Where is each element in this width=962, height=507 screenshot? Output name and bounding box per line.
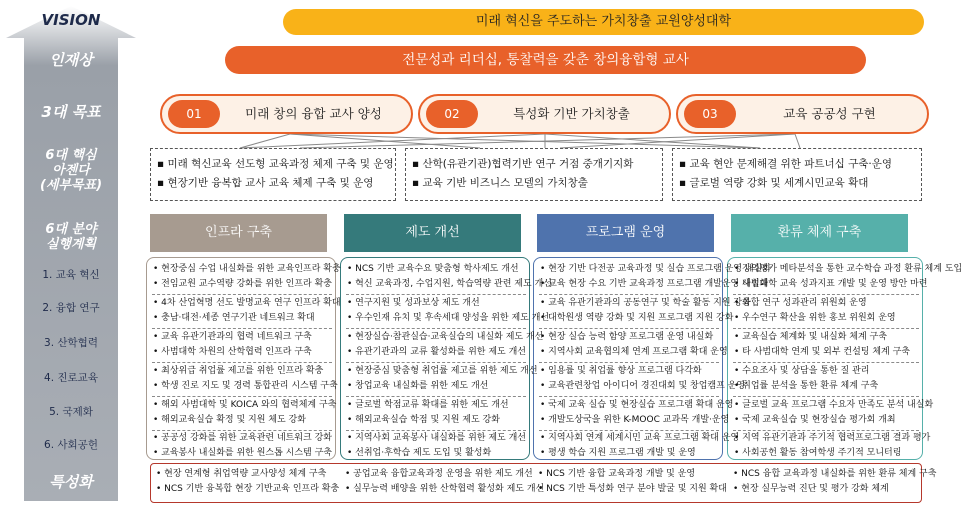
plan-item: • 타 사범대학 연계 및 외부 컨설팅 체계 구축 [734,347,910,357]
plan-cell [150,262,341,292]
agenda-item: ▪ 글로벌 역량 강화 및 세계시민교육 확대 [679,177,869,189]
plan-row-separator [346,328,526,329]
plan-item: • 전임교원 교수역량 강화를 위한 인프라 확충 [153,279,332,289]
plan-item: • 공공성 강화를 위한 교육관련 네트워크 강화 [153,433,332,443]
plan-cell [731,364,921,394]
goal-text: 특성화 기반 가치창출 [513,106,630,121]
plan-cell [150,330,332,360]
plan-cell [537,364,746,394]
plan-item-label: 2. 융합 연구 [42,302,100,314]
plan-row-separator [539,294,719,295]
goal-text: 교육 공공성 구현 [783,106,876,121]
plan-cell [537,330,728,360]
left-arrow-background [6,6,136,501]
plan-item: • 사범대학 교육 성과지표 개발 및 운영 방안 마련 [734,279,928,289]
plan-item: • 교육 유관기관과의 공동연구 및 학술 활동 지원 강화 [540,298,751,308]
plan-row-separator [539,362,719,363]
plan-row-separator [733,294,919,295]
feature-item: • NCS 기반 융합 교육과정 개발 및 운영 [538,469,696,479]
goal-number: 03 [684,100,736,128]
feature-item: • 실무능력 배양을 위한 산학협력 활성화 제도 개선 [345,484,545,494]
plan-item: • 해외 사범대학 및 KOICA 와의 협력체계 구축 [153,400,337,410]
plan-item: • 임용률 및 취업률 향상 프로그램 다각화 [540,366,702,376]
plan-item: • 연구지원 및 성과보상 제도 개선 [347,298,480,308]
agenda-box-1 [150,148,396,201]
plan-item-label: 6. 사회공헌 [44,439,98,451]
feature-col-3 [538,467,727,497]
plan-item: • 교육실습 체계화 및 내실화 체계 구축 [734,332,887,342]
goal-1 [160,94,413,134]
plan-cell [731,398,934,428]
feature-item: • NCS 융합 교육과정 내실화를 위한 환류 체계 구축 [733,469,937,479]
plan-item: • 글로벌 학점교류 확대를 위한 제도 개선 [347,400,509,410]
plan-item: • 융합 연구 성과관리 위원회 운영 [734,298,867,308]
plan-item: • 취업률 분석을 통한 환류 체계 구축 [734,381,879,391]
goals-label: 3대 목표 [41,103,101,121]
plan-item: • 현장실습·참관실습·교육실습의 내실화 제도 개선 [347,332,544,342]
plan-cell [537,431,740,461]
plan-item: • 현장 실습 능력 함양 프로그램 운영 내실화 [540,332,714,342]
plan-cell [731,262,962,292]
plan-row-separator [346,362,526,363]
vision-statement: 미래 혁신을 주도하는 가치창출 교원양성대학 [283,9,924,35]
plan-row-separator [539,328,719,329]
feature-item: • NCS 기반 융복합 현장 기반교육 인프라 확충 [156,484,340,494]
plan-item: • 사범대학 차원의 산학협력 인프라 구축 [153,347,312,357]
plan-row-separator [152,396,332,397]
plan-item: • 해외교육실습 확정 및 지원 체도 강화 [153,415,306,425]
plan-item: • 대학원생 역량 강화 및 지원 프로그램 지원 강화 [540,313,734,323]
plan-item: • 교육봉사 내실화를 위한 원스톱 시스템 구축 [153,448,332,458]
agenda-label-line2: 아젠다 [52,163,90,178]
talent-statement: 전문성과 리더십, 통찰력을 갖춘 창의융합형 교사 [225,46,866,74]
plan-item: • 국제 교육실습 및 현장실습 평가회 개최 [734,415,896,425]
agenda-label-line3: (세부목표) [39,178,103,193]
plan-cell [344,262,552,292]
plan-item: • 우수인재 유치 및 후속세대 양성을 위한 제도 개선 [347,313,550,323]
plan-cell [731,431,931,461]
plan-item: • 충남·대전·세종 연구기관 네트워크 확대 [153,313,315,323]
feature-item: • 공업교육 융합교육과정 운영을 위한 제도 개선 [345,469,533,479]
agenda-item: ▪ 교육 기반 비즈니스 모델의 가치창출 [412,177,588,189]
plans-label-line1: 6대 분야 [45,222,97,237]
plan-cell [344,364,538,394]
agenda-item: ▪ 현장기반 융복합 교사 교육 체제 구축 및 운영 [157,177,374,189]
plan-cell [537,262,772,292]
plan-item: • 현장 기반 다전공 교육과정 및 실습 프로그램 운영 내실화 [540,264,772,274]
plan-row-separator [733,396,919,397]
plan-item: • 유관기관과의 교류 활성화를 위한 제도 개선 [347,347,526,357]
plans-label [6,222,136,252]
plan-item: • 혁신 교육과정, 수업지원, 학습역량 관련 제도 개선 [347,279,552,289]
plan-row-separator [346,396,526,397]
feature-item: • NCS 기반 특성화 연구 분야 발굴 및 지원 확대 [538,484,727,494]
feature-label: 특성화 [49,473,93,491]
plan-item: • 현장중심 수업 내실화를 위한 교육인프라 확충 [153,264,341,274]
plan-row-separator [733,328,919,329]
agenda-box-2 [405,148,663,201]
plan-cell [537,398,734,428]
plan-item: • 해외교육실습 학점 및 지원 제도 강화 [347,415,500,425]
plan-item: • 현장중심 맞춤형 취업률 제고를 위한 제도 개선 [347,366,538,376]
agenda-item: ▪ 산학(유관기관)협력기반 연구 거점 중개기지화 [412,158,634,170]
plan-row-separator [346,294,526,295]
agenda-item: ▪ 교육 현안 문제해결 위한 파트너십 구축·운영 [679,158,893,170]
plan-item: • 선취업·후학습 제도 도입 및 활성화 [347,448,492,458]
plan-cell [731,296,921,326]
plan-item: • 창업교육 내실화를 위한 제도 개선 [347,381,489,391]
plan-item: • 지역 유관기관과 주기적 협력프로그램 결과 평가 [734,433,931,443]
plan-cell [344,431,526,461]
plan-item: • 4차 산업혁명 선도 발명교육 연구 인프라 확대 [153,298,341,308]
goal-number: 01 [168,100,220,128]
feature-item: • 현장 실무능력 진단 및 평가 강화 체계 [733,484,889,494]
plan-item: • 지역사회 연계 세계시민 교육 프로그램 확대 운영 [540,433,740,443]
feature-item: • 현장 연계형 취업역량 교사양성 체계 구축 [156,469,327,479]
plan-item-label: 3. 산학협력 [44,337,98,349]
plan-row-separator [733,362,919,363]
plan-item-label: 1. 교육 혁신 [42,269,100,281]
plan-cell [344,330,544,360]
goal-number: 02 [426,100,478,128]
plan-item: • NCS 기반 교육수요 맞춤형 학사제도 개선 [347,264,519,274]
goal-3 [676,94,929,134]
plan-row-separator [539,396,719,397]
plan-item: • 지역사회 교육협의체 연계 프로그램 확대 운영 [540,347,728,357]
plan-item: • 평생 학습 지원 프로그램 개발 및 운영 [540,448,696,458]
agenda-label [6,148,136,193]
plan-cell [344,398,526,428]
plan-cell [731,330,921,360]
plan-item: • 최상위급 취업률 제고를 위한 인프라 확충 [153,366,324,376]
plan-header-system: 제도 개선 [344,214,521,252]
goal-2 [418,94,671,134]
plans-label-line2: 실행계획 [45,237,97,252]
feature-col-1 [156,467,339,497]
plan-header-program: 프로그램 운영 [537,214,714,252]
agenda-item: ▪ 미래 혁신교육 선도형 교육과정 체제 구축 및 운영 [157,158,394,170]
plan-item: • 지역사회 교육봉사 내실화를 위한 제도 개선 [347,433,526,443]
plan-item: • 국제 교육 실습 및 현장실습 프로그램 확대 운영 [540,400,734,410]
plan-item: • 개발도상국을 위한 K-MOOC 교과목 개발·운영 [540,415,730,425]
plan-item-label: 5. 국제화 [49,406,93,418]
plan-item: • 강의평가 메타분석을 통한 교수학습 과정 환류 체계 도입 [734,264,962,274]
plan-row-separator [152,328,332,329]
plan-cell [150,364,338,394]
talent-label: 인재상 [49,51,93,69]
plan-cell [150,398,337,428]
plan-item: • 글로벌 교육 프로그램 수요자 만족도 분석 내실화 [734,400,934,410]
feature-col-2 [345,467,544,497]
plan-row-separator [152,362,332,363]
vision-label: VISION [41,11,101,29]
plan-item: • 사회공헌 활동 참여학생 주기적 모니터링 [734,448,902,458]
plan-item: • 수요조사 및 상담을 통한 질 관리 [734,366,870,376]
plan-row-separator [152,294,332,295]
plan-item: • 교육 유관기관과의 협력 네트워크 구축 [153,332,312,342]
plan-item: • 학생 진로 지도 및 경력 통합관리 시스템 구축 [153,381,338,391]
goal-text: 미래 창의 융합 교사 양성 [245,106,382,121]
plan-header-feedback: 환류 체제 구축 [731,214,908,252]
agenda-box-3 [672,148,922,201]
plan-item: • 교육 현장 수요 기반 교육과정 프로그램 개발운영 내실화 [540,279,769,289]
agenda-label-line1: 6대 핵심 [45,148,97,163]
plan-cell [537,296,751,326]
plan-item: • 교육관련창업 아이디어 경진대회 및 창업캠프 운영 [540,381,746,391]
plan-header-infra: 인프라 구축 [150,214,327,252]
plan-cell [150,431,332,461]
feature-col-4 [733,467,936,497]
plan-cell [344,296,550,326]
plan-item: • 우수연구 확산을 위한 홍보 위원회 운영 [734,313,896,323]
plan-item-label: 4. 진로교육 [44,372,98,384]
plan-cell [150,296,341,326]
